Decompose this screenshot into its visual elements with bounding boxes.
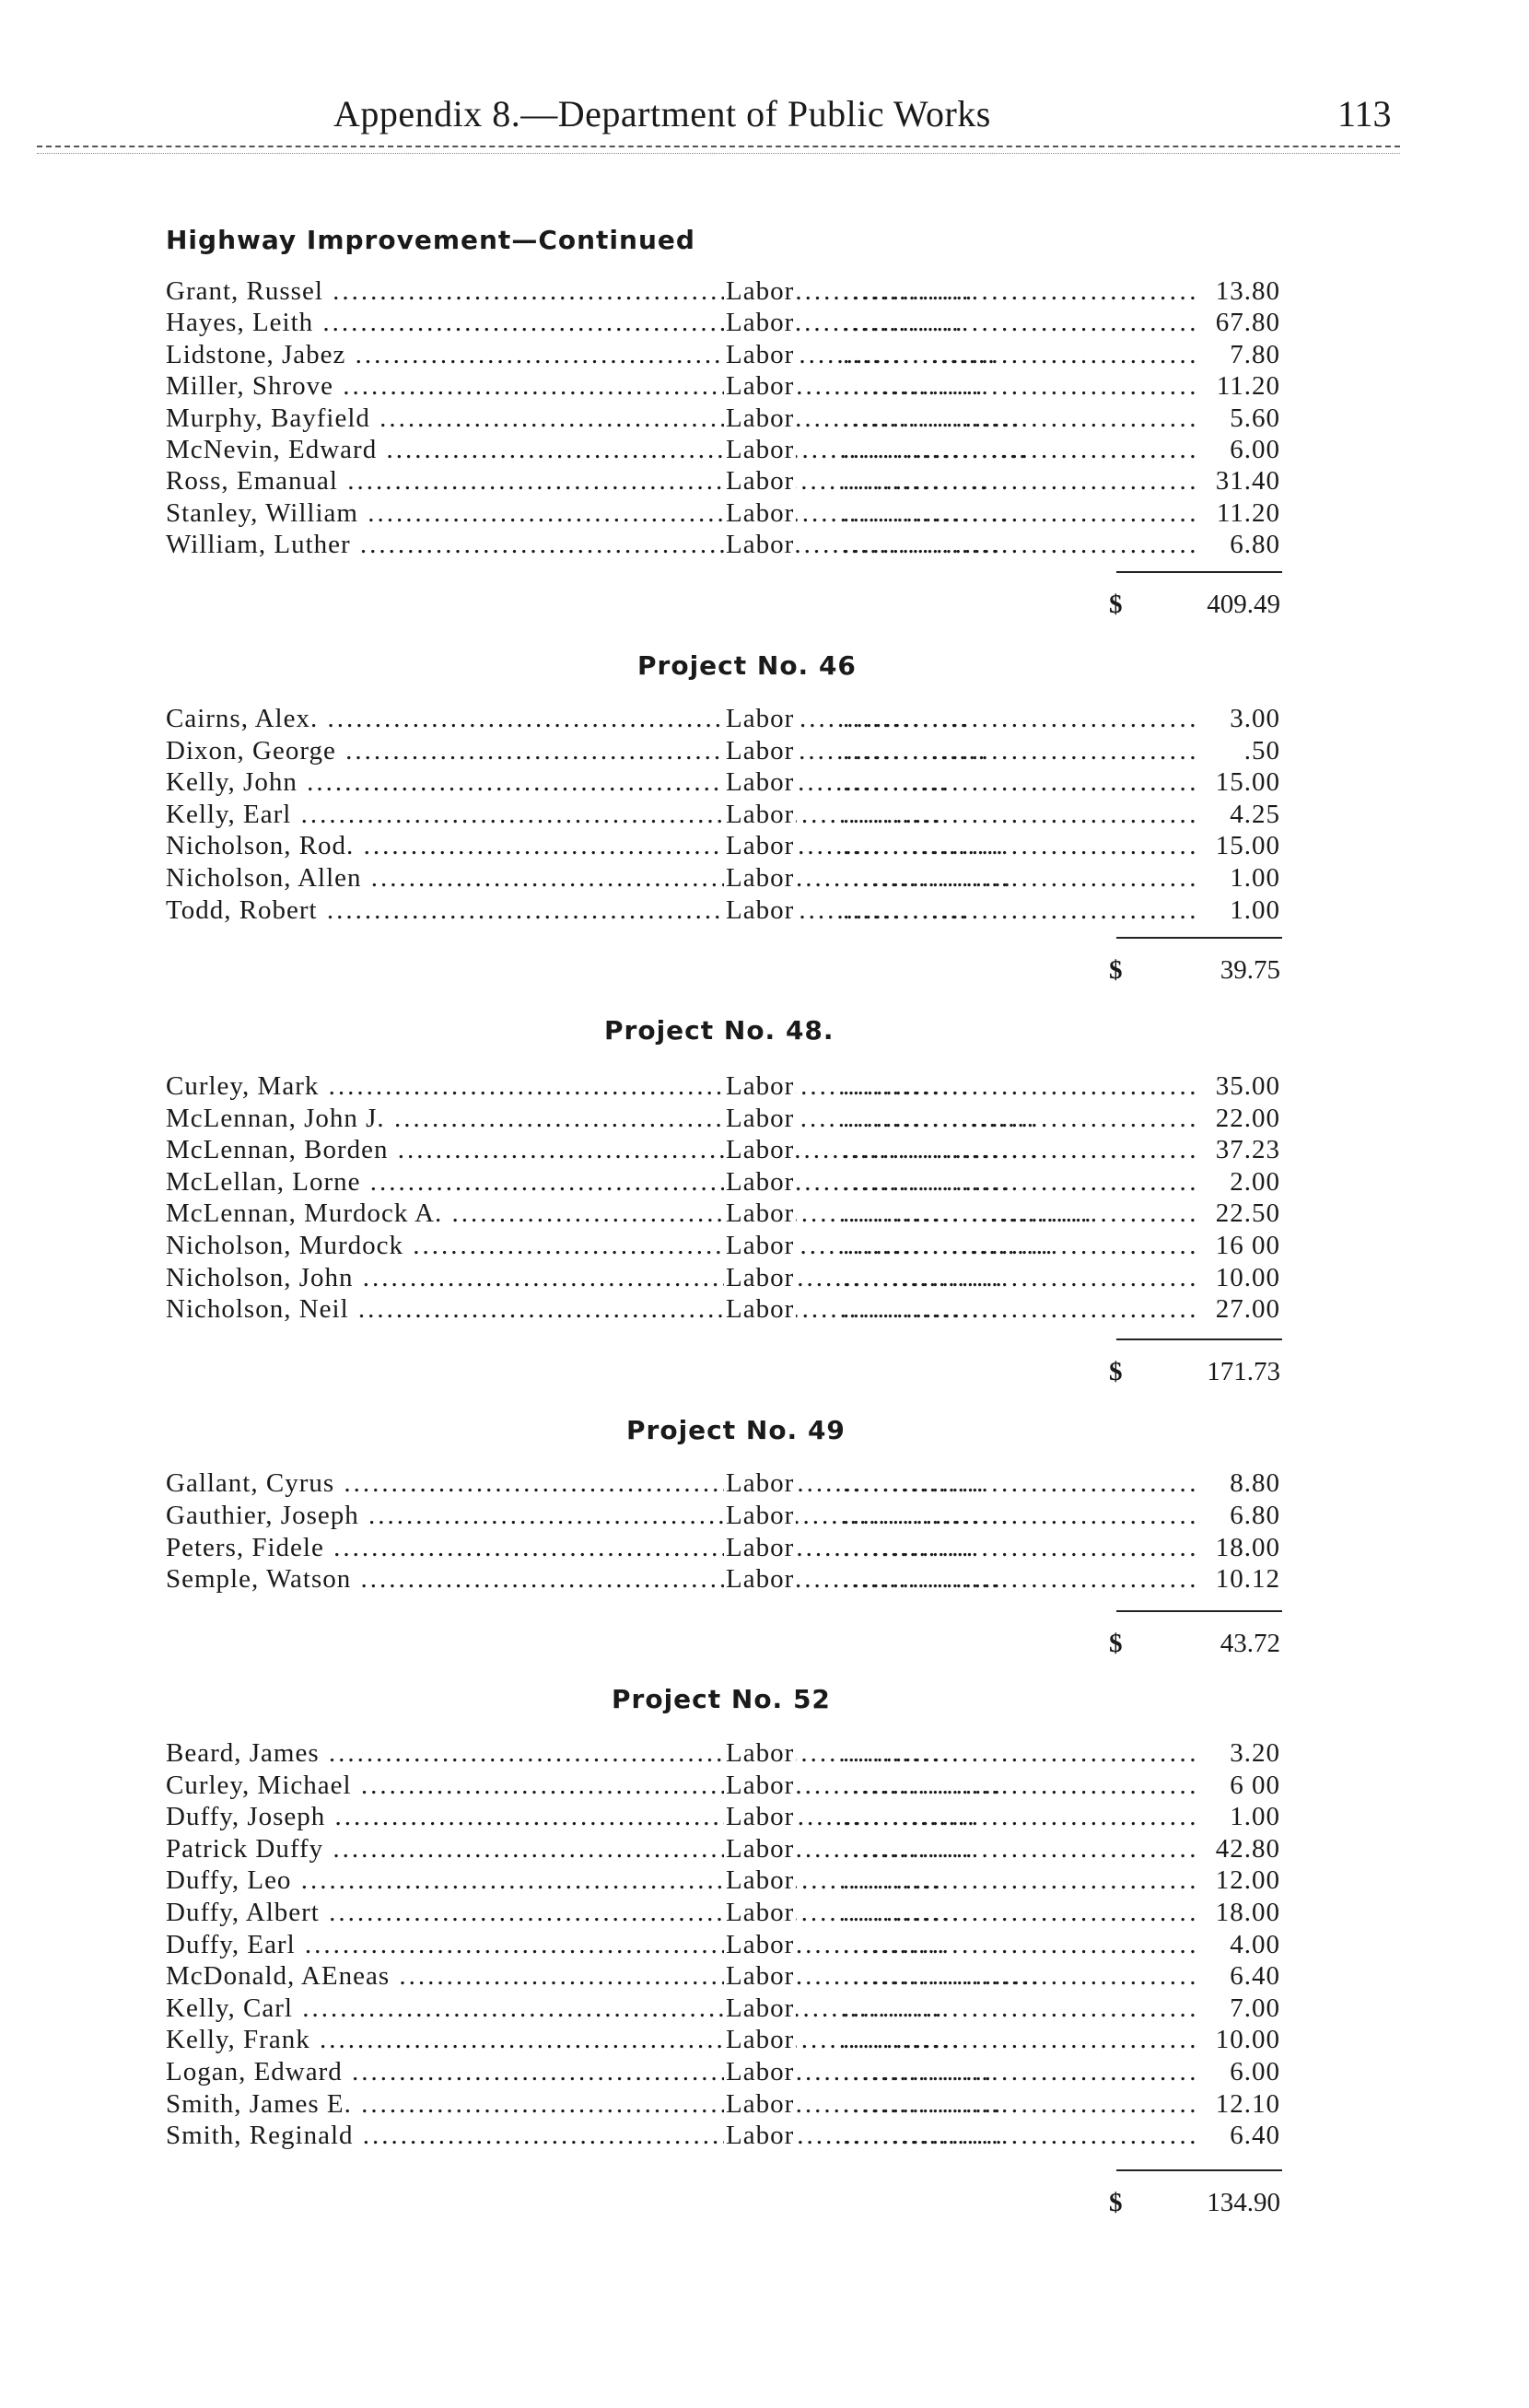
payee-name: Duffy, Earl .....: [166, 1930, 718, 1960]
payee-name: Kelly, Frank .....: [166, 2025, 718, 2055]
ledger-row: [0, 1468, 1529, 1500]
dot-leader: ....................................: [843, 339, 1199, 369]
payment-amount: 6.40: [1230, 2121, 1280, 2151]
ledger-row: [0, 736, 1529, 767]
payee-name: Curley, Mark .....: [166, 1071, 718, 1102]
section-total: 171.73: [1207, 1357, 1280, 1386]
payment-type: Labor: [726, 1135, 795, 1165]
payee-name: Curley, Michael .....: [166, 1771, 718, 1801]
payee-name: Smith, Reginald .....: [166, 2121, 718, 2151]
dot-leader: ....................................: [843, 1929, 1199, 1959]
payment-amount: 6.00: [1230, 2057, 1280, 2087]
payment-type: Labor: [726, 1294, 795, 1325]
dot-leader: ....................................: [843, 1532, 1199, 1562]
payment-type: Labor: [726, 1802, 795, 1832]
payee-name: Lidstone, Jabez .....: [166, 340, 718, 370]
payee-name: Nicholson, John .....: [166, 1263, 718, 1293]
header-divider-secondary: [37, 153, 1400, 154]
ledger-row: [0, 704, 1529, 735]
payment-amount: 4.00: [1230, 1929, 1280, 1959]
payment-type: Labor: [726, 2088, 795, 2119]
payment-type: Labor: [726, 1532, 795, 1562]
payee-name: Nicholson, Allen .....: [166, 863, 718, 894]
payment-type: Labor: [726, 466, 795, 497]
payment-type: Labor: [726, 863, 795, 893]
payment-type: Labor: [726, 894, 795, 925]
payment-amount: 35.00: [1215, 1071, 1280, 1101]
dot-leader: ....................................: [843, 1166, 1199, 1197]
section-total: 134.90: [1207, 2188, 1280, 2217]
payment-amount: 10.00: [1215, 2025, 1280, 2055]
payee-name: Duffy, Joseph .....: [166, 1802, 718, 1832]
payee-name: Beard, James .....: [166, 1738, 718, 1769]
payment-amount: 10.00: [1215, 1262, 1280, 1292]
payment-type: Labor: [726, 2057, 795, 2087]
dot-leader: ....................................: [843, 767, 1199, 798]
payee-name: Stanley, William .....: [166, 498, 718, 529]
dot-leader: ....................................: [843, 894, 1199, 925]
header-divider: [37, 146, 1400, 147]
payment-type: Labor: [726, 1993, 795, 2023]
payee-name: Miller, Shrove .....: [166, 371, 718, 402]
payment-type: Labor: [726, 339, 795, 369]
payment-type: Labor: [726, 1262, 795, 1292]
ledger-row: [0, 1231, 1529, 1262]
dot-leader: ....................................: [843, 1198, 1199, 1229]
payment-type: Labor: [726, 1103, 795, 1133]
payment-type: Labor: [726, 1738, 795, 1768]
ledger-row: [0, 2025, 1529, 2056]
ledger-row: [0, 1198, 1529, 1230]
dot-leader: ....................................: [843, 831, 1199, 861]
payment-amount: 42.80: [1215, 1833, 1280, 1864]
payment-amount: 67.80: [1215, 308, 1280, 338]
payment-amount: .50: [1243, 735, 1280, 766]
payment-amount: 1.00: [1230, 894, 1280, 925]
dot-leader: ....................................: [843, 1898, 1199, 1927]
ledger-row: [0, 1135, 1529, 1166]
ledger-row: [0, 1898, 1529, 1929]
ledger-row: [0, 1802, 1529, 1833]
total-rule: [1116, 1610, 1282, 1612]
dot-leader: ....................................: [843, 1294, 1199, 1325]
payment-amount: 13.80: [1215, 276, 1280, 306]
payment-amount: 37.23: [1215, 1135, 1280, 1165]
payment-type: Labor: [726, 1071, 795, 1101]
payment-amount: 1.00: [1230, 1802, 1280, 1832]
ledger-row: [0, 895, 1529, 927]
payment-amount: 10.12: [1215, 1564, 1280, 1595]
ledger-row: [0, 2057, 1529, 2088]
ledger-row: [0, 1771, 1529, 1802]
payment-type: Labor: [726, 371, 795, 402]
section-heading: Highway Improvement—Continued: [166, 225, 695, 255]
payment-type: Labor: [726, 1564, 795, 1595]
ledger-row: [0, 767, 1529, 799]
payee-name: William, Luther .....: [166, 530, 718, 560]
dot-leader: ....................................: [843, 1564, 1199, 1595]
payment-amount: 18.00: [1215, 1898, 1280, 1927]
ledger-row: [0, 1961, 1529, 1993]
ledger-row: [0, 1993, 1529, 2025]
payment-amount: 22.50: [1215, 1198, 1280, 1229]
dot-leader: ....................................: [843, 799, 1199, 829]
ledger-row: [0, 1501, 1529, 1532]
payment-amount: 6.80: [1230, 530, 1280, 560]
payment-amount: 31.40: [1215, 466, 1280, 497]
ledger-row: [0, 1294, 1529, 1326]
ledger-row: [0, 1738, 1529, 1770]
payment-amount: 1.00: [1230, 863, 1280, 893]
dot-leader: ....................................: [843, 1262, 1199, 1292]
ledger-row: [0, 308, 1529, 339]
payment-type: Labor: [726, 1166, 795, 1197]
dot-leader: ....................................: [843, 1468, 1199, 1498]
payee-name: Hayes, Leith .....: [166, 308, 718, 338]
ledger-row: [0, 1930, 1529, 1961]
page-title: Appendix 8.—Department of Public Works: [333, 93, 991, 134]
section-heading: Project No. 52: [612, 1684, 831, 1714]
payee-name: Kelly, Earl .....: [166, 800, 718, 830]
payment-amount: 2.00: [1230, 1166, 1280, 1197]
dot-leader: ....................................: [843, 1103, 1199, 1133]
ledger-row: [0, 1263, 1529, 1294]
dot-leader: ....................................: [843, 1802, 1199, 1832]
payee-name: Duffy, Leo .....: [166, 1865, 718, 1896]
ledger-row: [0, 466, 1529, 497]
payee-name: Kelly, John .....: [166, 767, 718, 798]
total-rule: [1116, 937, 1282, 939]
payee-name: Cairns, Alex. .....: [166, 704, 718, 734]
dot-leader: ....................................: [843, 1993, 1199, 2023]
payment-type: Labor: [726, 1770, 795, 1800]
dot-leader: ....................................: [843, 1738, 1199, 1768]
payment-type: Labor: [726, 1961, 795, 1992]
page-number: 113: [1337, 93, 1392, 134]
ledger-row: [0, 1104, 1529, 1135]
ledger-row: [0, 435, 1529, 466]
total-currency-symbol: $: [1109, 2188, 1123, 2217]
payment-amount: 3.00: [1230, 704, 1280, 733]
payment-amount: 8.80: [1230, 1468, 1280, 1498]
payment-type: Labor: [726, 497, 795, 528]
ledger-row: [0, 863, 1529, 894]
payment-type: Labor: [726, 1198, 795, 1229]
payment-type: Labor: [726, 799, 795, 829]
ledger-row: [0, 1167, 1529, 1198]
dot-leader: ....................................: [843, 497, 1199, 528]
total-currency-symbol: $: [1109, 590, 1123, 619]
payee-name: Dixon, George .....: [166, 736, 718, 766]
payee-name: Patrick Duffy .....: [166, 1834, 718, 1864]
payee-name: Nicholson, Murdock .....: [166, 1231, 718, 1261]
total-currency-symbol: $: [1109, 1629, 1123, 1658]
payment-amount: 15.00: [1215, 831, 1280, 861]
ledger-row: [0, 371, 1529, 403]
payment-type: Labor: [726, 704, 795, 733]
payee-name: McLennan, Murdock A. .....: [166, 1198, 718, 1229]
dot-leader: ....................................: [843, 308, 1199, 338]
total-rule: [1116, 2169, 1282, 2171]
payment-amount: 6.80: [1230, 1500, 1280, 1530]
payment-type: Labor: [726, 1468, 795, 1498]
dot-leader: ....................................: [843, 863, 1199, 893]
payment-amount: 11.20: [1216, 371, 1280, 402]
payment-amount: 16 00: [1215, 1231, 1280, 1260]
payee-name: Kelly, Carl .....: [166, 1993, 718, 2024]
ledger-row: [0, 498, 1529, 530]
dot-leader: ....................................: [843, 1071, 1199, 1101]
payment-type: Labor: [726, 403, 795, 433]
dot-leader: ....................................: [843, 735, 1199, 766]
section-heading: Project No. 49: [626, 1415, 846, 1445]
ledger-row: [0, 800, 1529, 831]
payee-name: Nicholson, Rod. .....: [166, 831, 718, 861]
dot-leader: ....................................: [843, 704, 1199, 733]
payment-type: Labor: [726, 767, 795, 798]
payee-name: Grant, Russel .....: [166, 276, 718, 307]
payment-amount: 6 00: [1230, 1770, 1280, 1800]
payment-amount: 7.00: [1230, 1993, 1280, 2023]
ledger-row: [0, 340, 1529, 371]
dot-leader: ....................................: [843, 435, 1199, 464]
ledger-row: [0, 530, 1529, 561]
payee-name: Logan, Edward .....: [166, 2057, 718, 2087]
dot-leader: ....................................: [843, 1865, 1199, 1896]
dot-leader: ....................................: [843, 2025, 1199, 2055]
payment-amount: 22.00: [1215, 1103, 1280, 1133]
payee-name: McDonald, AEneas .....: [166, 1961, 718, 1992]
dot-leader: ....................................: [843, 1961, 1199, 1992]
payee-name: Semple, Watson .....: [166, 1564, 718, 1595]
dot-leader: ....................................: [843, 276, 1199, 306]
payee-name: McLennan, Borden .....: [166, 1135, 718, 1165]
ledger-row: [0, 2121, 1529, 2152]
payee-name: McLennan, John J. .....: [166, 1104, 718, 1134]
payee-name: Murphy, Bayfield .....: [166, 403, 718, 434]
payee-name: Todd, Robert .....: [166, 895, 718, 926]
payment-amount: 12.00: [1215, 1865, 1280, 1896]
payment-type: Labor: [726, 1929, 795, 1959]
dot-leader: ....................................: [843, 1135, 1199, 1165]
dot-leader: ....................................: [843, 1770, 1199, 1800]
payee-name: Peters, Fidele .....: [166, 1533, 718, 1563]
ledger-row: [0, 1834, 1529, 1865]
payment-amount: 27.00: [1215, 1294, 1280, 1325]
section-total: 43.72: [1220, 1629, 1280, 1658]
payment-type: Labor: [726, 1833, 795, 1864]
total-currency-symbol: $: [1109, 955, 1123, 985]
payee-name: Smith, James E. .....: [166, 2089, 718, 2120]
payment-type: Labor: [726, 435, 795, 464]
payment-type: Labor: [726, 1500, 795, 1530]
payment-type: Labor: [726, 276, 795, 306]
payee-name: McNevin, Edward .....: [166, 435, 718, 465]
payment-amount: 6.40: [1230, 1961, 1280, 1992]
dot-leader: ....................................: [843, 530, 1199, 560]
payee-name: Gauthier, Joseph .....: [166, 1501, 718, 1531]
payment-type: Labor: [726, 2025, 795, 2055]
payment-type: Labor: [726, 1231, 795, 1260]
payment-type: Labor: [726, 1865, 795, 1896]
payee-name: Duffy, Albert .....: [166, 1898, 718, 1928]
payment-amount: 15.00: [1215, 767, 1280, 798]
payment-type: Labor: [726, 2121, 795, 2151]
ledger-row: [0, 831, 1529, 862]
dot-leader: ....................................: [843, 2121, 1199, 2151]
payment-amount: 5.60: [1230, 403, 1280, 433]
dot-leader: ....................................: [843, 2088, 1199, 2119]
total-rule: [1116, 1338, 1282, 1340]
payment-amount: 3.20: [1230, 1738, 1280, 1768]
payment-type: Labor: [726, 308, 795, 338]
section-total: 409.49: [1207, 590, 1280, 619]
payment-amount: 18.00: [1215, 1532, 1280, 1562]
payment-amount: 7.80: [1230, 339, 1280, 369]
dot-leader: ....................................: [843, 403, 1199, 433]
payee-name: Nicholson, Neil .....: [166, 1294, 718, 1325]
total-currency-symbol: $: [1109, 1357, 1123, 1386]
section-heading: Project No. 48.: [604, 1015, 835, 1046]
total-rule: [1116, 571, 1282, 573]
dot-leader: ....................................: [843, 1833, 1199, 1864]
ledger-row: [0, 1865, 1529, 1897]
payee-name: Gallant, Cyrus .....: [166, 1468, 718, 1499]
payment-amount: 11.20: [1216, 497, 1280, 528]
payee-name: McLellan, Lorne .....: [166, 1167, 718, 1198]
ledger-row: [0, 403, 1529, 435]
dot-leader: ....................................: [843, 1500, 1199, 1530]
section-total: 39.75: [1220, 955, 1280, 985]
payment-type: Labor: [726, 1898, 795, 1927]
ledger-row: [0, 1071, 1529, 1103]
payment-type: Labor: [726, 831, 795, 861]
dot-leader: ....................................: [843, 2057, 1199, 2087]
payment-type: Labor: [726, 735, 795, 766]
section-heading: Project No. 46: [637, 650, 857, 681]
ledger-row: [0, 2089, 1529, 2121]
ledger-row: [0, 1533, 1529, 1564]
payee-name: Ross, Emanual .....: [166, 466, 718, 497]
payment-type: Labor: [726, 530, 795, 560]
ledger-row: [0, 276, 1529, 308]
payment-amount: 12.10: [1215, 2088, 1280, 2119]
dot-leader: ....................................: [843, 1231, 1199, 1260]
payment-amount: 4.25: [1230, 799, 1280, 829]
ledger-row: [0, 1564, 1529, 1596]
dot-leader: ....................................: [843, 371, 1199, 402]
payment-amount: 6.00: [1230, 435, 1280, 464]
dot-leader: ....................................: [843, 466, 1199, 497]
